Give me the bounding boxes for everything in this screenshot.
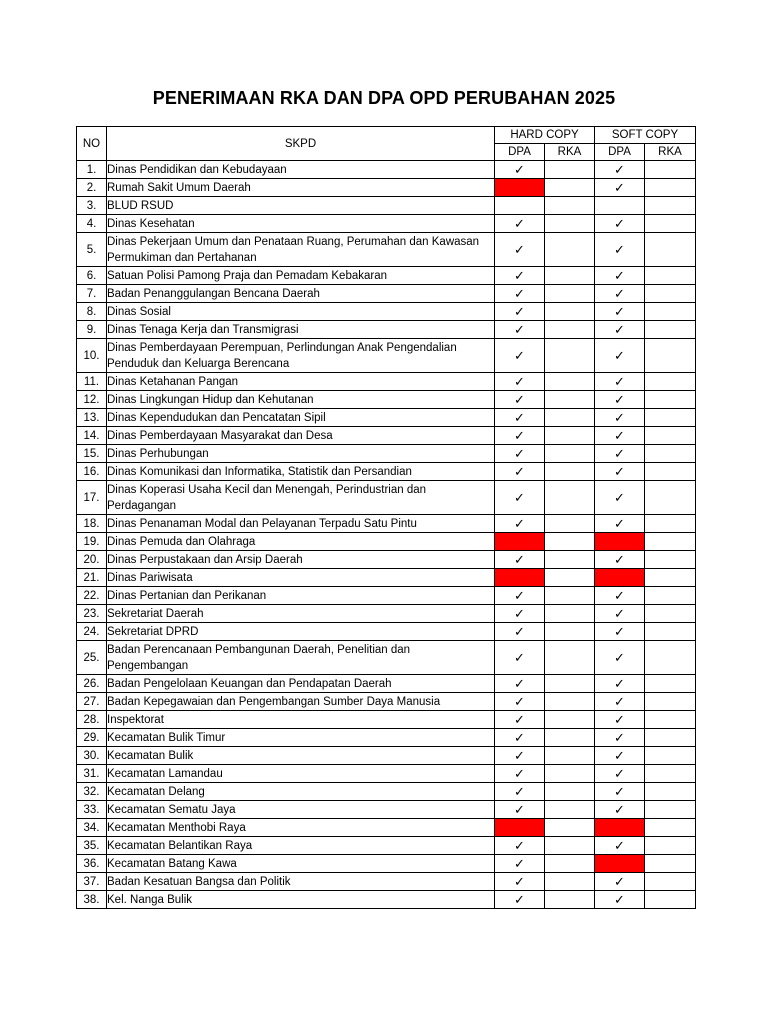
empty-cell xyxy=(645,587,696,605)
row-number: 34. xyxy=(77,819,107,837)
empty-cell xyxy=(645,321,696,339)
row-number: 38. xyxy=(77,891,107,909)
empty-cell xyxy=(545,837,595,855)
empty-cell xyxy=(645,285,696,303)
check-icon: ✓ xyxy=(595,747,645,765)
check-icon: ✓ xyxy=(495,623,545,641)
empty-cell xyxy=(545,339,595,373)
check-icon: ✓ xyxy=(595,161,645,179)
skpd-name: Kecamatan Menthobi Raya xyxy=(107,819,495,837)
skpd-name: Dinas Pertanian dan Perikanan xyxy=(107,587,495,605)
skpd-name: Dinas Penanaman Modal dan Pelayanan Terpadu Satu Pintu xyxy=(107,515,495,533)
empty-cell xyxy=(545,233,595,267)
table-row xyxy=(77,891,696,909)
table-row xyxy=(77,693,696,711)
skpd-name: Satuan Polisi Pamong Praja dan Pemadam Kebakaran xyxy=(107,267,495,285)
table-row xyxy=(77,801,696,819)
check-icon: ✓ xyxy=(595,605,645,623)
skpd-name: Kecamatan Delang xyxy=(107,783,495,801)
row-number: 36. xyxy=(77,855,107,873)
empty-cell xyxy=(545,533,595,551)
check-icon: ✓ xyxy=(595,623,645,641)
skpd-name: Kecamatan Bulik xyxy=(107,747,495,765)
check-icon: ✓ xyxy=(595,729,645,747)
check-icon: ✓ xyxy=(495,391,545,409)
page-title: PENERIMAAN RKA DAN DPA OPD PERUBAHAN 2025 xyxy=(152,88,616,108)
empty-cell xyxy=(545,675,595,693)
row-number: 30. xyxy=(77,747,107,765)
check-icon: ✓ xyxy=(595,321,645,339)
row-number: 16. xyxy=(77,463,107,481)
skpd-name: Rumah Sakit Umum Daerah xyxy=(107,179,495,197)
check-icon: ✓ xyxy=(595,391,645,409)
empty-cell xyxy=(545,427,595,445)
check-icon: ✓ xyxy=(495,339,545,373)
empty-cell xyxy=(645,729,696,747)
empty-cell xyxy=(645,783,696,801)
empty-cell xyxy=(645,837,696,855)
check-icon: ✓ xyxy=(495,551,545,569)
table-row xyxy=(77,729,696,747)
empty-cell xyxy=(545,215,595,233)
skpd-name: Dinas Pemberdayaan Perempuan, Perlindungan Anak Pengendalian Penduduk dan Keluarga Berencana xyxy=(107,339,495,373)
skpd-name: Sekretariat Daerah xyxy=(107,605,495,623)
check-icon: ✓ xyxy=(495,267,545,285)
check-icon: ✓ xyxy=(595,801,645,819)
empty-cell xyxy=(595,197,645,215)
empty-cell xyxy=(645,623,696,641)
check-icon: ✓ xyxy=(495,427,545,445)
row-number: 37. xyxy=(77,873,107,891)
missing-cell xyxy=(495,179,545,197)
row-number: 31. xyxy=(77,765,107,783)
missing-cell xyxy=(595,855,645,873)
skpd-name: Badan Penanggulangan Bencana Daerah xyxy=(107,285,495,303)
check-icon: ✓ xyxy=(595,765,645,783)
empty-cell xyxy=(645,819,696,837)
skpd-name: Badan Pengelolaan Keuangan dan Pendapatan Daerah xyxy=(107,675,495,693)
row-number: 28. xyxy=(77,711,107,729)
empty-cell xyxy=(645,161,696,179)
check-icon: ✓ xyxy=(495,765,545,783)
missing-cell xyxy=(495,569,545,587)
row-number: 10. xyxy=(77,339,107,373)
empty-cell xyxy=(545,765,595,783)
table-row xyxy=(77,303,696,321)
check-icon: ✓ xyxy=(495,605,545,623)
empty-cell xyxy=(545,197,595,215)
check-icon: ✓ xyxy=(595,285,645,303)
empty-cell xyxy=(545,605,595,623)
header-no: NO xyxy=(77,127,107,161)
check-icon: ✓ xyxy=(595,427,645,445)
check-icon: ✓ xyxy=(595,445,645,463)
empty-cell xyxy=(645,197,696,215)
skpd-name: Dinas Pemuda dan Olahraga xyxy=(107,533,495,551)
check-icon: ✓ xyxy=(495,321,545,339)
empty-cell xyxy=(645,873,696,891)
row-number: 3. xyxy=(77,197,107,215)
table-row xyxy=(77,339,696,373)
row-number: 32. xyxy=(77,783,107,801)
check-icon: ✓ xyxy=(595,339,645,373)
skpd-name: BLUD RSUD xyxy=(107,197,495,215)
skpd-name: Dinas Tenaga Kerja dan Transmigrasi xyxy=(107,321,495,339)
table-row xyxy=(77,445,696,463)
check-icon: ✓ xyxy=(595,481,645,515)
row-number: 22. xyxy=(77,587,107,605)
skpd-name: Dinas Perhubungan xyxy=(107,445,495,463)
row-number: 26. xyxy=(77,675,107,693)
skpd-name: Dinas Lingkungan Hidup dan Kehutanan xyxy=(107,391,495,409)
header-hard-copy: HARD COPY xyxy=(495,127,595,144)
header-hard-dpa: DPA xyxy=(495,144,545,161)
check-icon: ✓ xyxy=(595,463,645,481)
check-icon: ✓ xyxy=(495,837,545,855)
check-icon: ✓ xyxy=(495,693,545,711)
check-icon: ✓ xyxy=(595,303,645,321)
empty-cell xyxy=(645,391,696,409)
check-icon: ✓ xyxy=(495,729,545,747)
table-row xyxy=(77,481,696,515)
check-icon: ✓ xyxy=(495,711,545,729)
skpd-name: Badan Perencanaan Pembangunan Daerah, Penelitian dan Pengembangan xyxy=(107,641,495,675)
check-icon: ✓ xyxy=(495,215,545,233)
check-icon: ✓ xyxy=(495,303,545,321)
empty-cell xyxy=(545,711,595,729)
skpd-name: Kecamatan Belantikan Raya xyxy=(107,837,495,855)
empty-cell xyxy=(545,783,595,801)
skpd-name: Sekretariat DPRD xyxy=(107,623,495,641)
empty-cell xyxy=(645,891,696,909)
check-icon: ✓ xyxy=(595,711,645,729)
table-row xyxy=(77,711,696,729)
check-icon: ✓ xyxy=(495,747,545,765)
check-icon: ✓ xyxy=(595,215,645,233)
empty-cell xyxy=(645,233,696,267)
empty-cell xyxy=(545,161,595,179)
table-row xyxy=(77,873,696,891)
row-number: 14. xyxy=(77,427,107,445)
empty-cell xyxy=(645,533,696,551)
empty-cell xyxy=(645,463,696,481)
row-number: 17. xyxy=(77,481,107,515)
skpd-name: Dinas Komunikasi dan Informatika, Statistik dan Persandian xyxy=(107,463,495,481)
table-row xyxy=(77,463,696,481)
empty-cell xyxy=(545,267,595,285)
empty-cell xyxy=(545,801,595,819)
empty-cell xyxy=(545,409,595,427)
check-icon: ✓ xyxy=(495,587,545,605)
empty-cell xyxy=(645,551,696,569)
skpd-name: Kel. Nanga Bulik xyxy=(107,891,495,909)
empty-cell xyxy=(645,267,696,285)
table-row xyxy=(77,623,696,641)
row-number: 4. xyxy=(77,215,107,233)
header-soft-dpa: DPA xyxy=(595,144,645,161)
table-row xyxy=(77,765,696,783)
check-icon: ✓ xyxy=(595,873,645,891)
empty-cell xyxy=(545,729,595,747)
skpd-name: Kecamatan Batang Kawa xyxy=(107,855,495,873)
check-icon: ✓ xyxy=(595,693,645,711)
table-row xyxy=(77,819,696,837)
table-row xyxy=(77,427,696,445)
empty-cell xyxy=(645,693,696,711)
check-icon: ✓ xyxy=(595,233,645,267)
table-row xyxy=(77,409,696,427)
empty-cell xyxy=(645,179,696,197)
empty-cell xyxy=(545,445,595,463)
skpd-name: Dinas Pariwisata xyxy=(107,569,495,587)
table-row xyxy=(77,197,696,215)
row-number: 13. xyxy=(77,409,107,427)
empty-cell xyxy=(645,445,696,463)
row-number: 21. xyxy=(77,569,107,587)
check-icon: ✓ xyxy=(495,409,545,427)
missing-cell xyxy=(595,533,645,551)
empty-cell xyxy=(545,515,595,533)
check-icon: ✓ xyxy=(595,641,645,675)
empty-cell xyxy=(545,623,595,641)
empty-cell xyxy=(545,303,595,321)
empty-cell xyxy=(645,427,696,445)
table-row xyxy=(77,215,696,233)
row-number: 6. xyxy=(77,267,107,285)
row-number: 5. xyxy=(77,233,107,267)
check-icon: ✓ xyxy=(595,515,645,533)
table-row xyxy=(77,855,696,873)
table-row xyxy=(77,675,696,693)
table-row xyxy=(77,533,696,551)
check-icon: ✓ xyxy=(495,873,545,891)
empty-cell xyxy=(545,693,595,711)
empty-cell xyxy=(645,373,696,391)
empty-cell xyxy=(545,587,595,605)
empty-cell xyxy=(545,373,595,391)
row-number: 35. xyxy=(77,837,107,855)
table-row xyxy=(77,179,696,197)
skpd-name: Dinas Kesehatan xyxy=(107,215,495,233)
skpd-name: Inspektorat xyxy=(107,711,495,729)
check-icon: ✓ xyxy=(595,409,645,427)
empty-cell xyxy=(545,819,595,837)
row-number: 20. xyxy=(77,551,107,569)
check-icon: ✓ xyxy=(495,675,545,693)
header-soft-copy: SOFT COPY xyxy=(595,127,696,144)
skpd-name: Kecamatan Bulik Timur xyxy=(107,729,495,747)
table-row xyxy=(77,837,696,855)
row-number: 9. xyxy=(77,321,107,339)
empty-cell xyxy=(545,873,595,891)
empty-cell xyxy=(645,747,696,765)
row-number: 7. xyxy=(77,285,107,303)
check-icon: ✓ xyxy=(495,801,545,819)
table-row xyxy=(77,233,696,267)
table-body xyxy=(77,161,696,909)
check-icon: ✓ xyxy=(495,515,545,533)
row-number: 19. xyxy=(77,533,107,551)
check-icon: ✓ xyxy=(595,891,645,909)
table-row xyxy=(77,551,696,569)
row-number: 33. xyxy=(77,801,107,819)
empty-cell xyxy=(545,569,595,587)
skpd-name: Badan Kesatuan Bangsa dan Politik xyxy=(107,873,495,891)
row-number: 1. xyxy=(77,161,107,179)
table-row xyxy=(77,267,696,285)
check-icon: ✓ xyxy=(595,837,645,855)
empty-cell xyxy=(545,641,595,675)
empty-cell xyxy=(545,891,595,909)
empty-cell xyxy=(545,481,595,515)
empty-cell xyxy=(545,463,595,481)
row-number: 27. xyxy=(77,693,107,711)
skpd-name: Kecamatan Sematu Jaya xyxy=(107,801,495,819)
empty-cell xyxy=(645,801,696,819)
skpd-name: Dinas Koperasi Usaha Kecil dan Menengah, Perindustrian dan Perdagangan xyxy=(107,481,495,515)
empty-cell xyxy=(645,409,696,427)
skpd-name: Dinas Pemberdayaan Masyarakat dan Desa xyxy=(107,427,495,445)
empty-cell xyxy=(545,179,595,197)
table-row xyxy=(77,747,696,765)
skpd-name: Kecamatan Lamandau xyxy=(107,765,495,783)
header-hard-rka: RKA xyxy=(545,144,595,161)
skpd-name: Dinas Pendidikan dan Kebudayaan xyxy=(107,161,495,179)
check-icon: ✓ xyxy=(495,161,545,179)
empty-cell xyxy=(645,481,696,515)
empty-cell xyxy=(645,569,696,587)
row-number: 25. xyxy=(77,641,107,675)
table-row xyxy=(77,391,696,409)
missing-cell xyxy=(495,533,545,551)
row-number: 29. xyxy=(77,729,107,747)
table-row xyxy=(77,641,696,675)
row-number: 18. xyxy=(77,515,107,533)
check-icon: ✓ xyxy=(495,233,545,267)
row-number: 23. xyxy=(77,605,107,623)
header-skpd: SKPD xyxy=(107,127,495,161)
empty-cell xyxy=(645,765,696,783)
missing-cell xyxy=(495,819,545,837)
header-soft-rka: RKA xyxy=(645,144,696,161)
skpd-name: Dinas Kependudukan dan Pencatatan Sipil xyxy=(107,409,495,427)
empty-cell xyxy=(645,215,696,233)
row-number: 8. xyxy=(77,303,107,321)
check-icon: ✓ xyxy=(495,445,545,463)
table-row xyxy=(77,783,696,801)
check-icon: ✓ xyxy=(495,855,545,873)
skpd-name: Dinas Perpustakaan dan Arsip Daerah xyxy=(107,551,495,569)
empty-cell xyxy=(645,303,696,321)
empty-cell xyxy=(645,515,696,533)
row-number: 11. xyxy=(77,373,107,391)
empty-cell xyxy=(645,675,696,693)
empty-cell xyxy=(545,855,595,873)
table-row xyxy=(77,515,696,533)
table-row xyxy=(77,161,696,179)
empty-cell xyxy=(545,747,595,765)
check-icon: ✓ xyxy=(595,179,645,197)
table-row xyxy=(77,321,696,339)
table-header xyxy=(77,127,696,161)
skpd-name: Dinas Pekerjaan Umum dan Penataan Ruang, Perumahan dan Kawasan Permukiman dan Pertahanan xyxy=(107,233,495,267)
check-icon: ✓ xyxy=(595,783,645,801)
empty-cell xyxy=(645,641,696,675)
row-number: 2. xyxy=(77,179,107,197)
check-icon: ✓ xyxy=(595,675,645,693)
empty-cell xyxy=(645,605,696,623)
missing-cell xyxy=(595,819,645,837)
empty-cell xyxy=(495,197,545,215)
check-icon: ✓ xyxy=(495,373,545,391)
check-icon: ✓ xyxy=(495,891,545,909)
empty-cell xyxy=(645,855,696,873)
check-icon: ✓ xyxy=(595,267,645,285)
check-icon: ✓ xyxy=(595,551,645,569)
skpd-name: Dinas Sosial xyxy=(107,303,495,321)
check-icon: ✓ xyxy=(595,587,645,605)
check-icon: ✓ xyxy=(495,641,545,675)
table-row xyxy=(77,373,696,391)
row-number: 24. xyxy=(77,623,107,641)
submission-table xyxy=(76,126,696,909)
table-row xyxy=(77,285,696,303)
empty-cell xyxy=(645,711,696,729)
empty-cell xyxy=(545,285,595,303)
missing-cell xyxy=(595,569,645,587)
skpd-name: Badan Kepegawaian dan Pengembangan Sumber Daya Manusia xyxy=(107,693,495,711)
row-number: 12. xyxy=(77,391,107,409)
row-number: 15. xyxy=(77,445,107,463)
skpd-name: Dinas Ketahanan Pangan xyxy=(107,373,495,391)
check-icon: ✓ xyxy=(595,373,645,391)
empty-cell xyxy=(545,551,595,569)
check-icon: ✓ xyxy=(495,783,545,801)
check-icon: ✓ xyxy=(495,285,545,303)
empty-cell xyxy=(545,391,595,409)
table-row xyxy=(77,587,696,605)
check-icon: ✓ xyxy=(495,463,545,481)
empty-cell xyxy=(645,339,696,373)
empty-cell xyxy=(545,321,595,339)
table-row xyxy=(77,569,696,587)
table-row xyxy=(77,605,696,623)
check-icon: ✓ xyxy=(495,481,545,515)
